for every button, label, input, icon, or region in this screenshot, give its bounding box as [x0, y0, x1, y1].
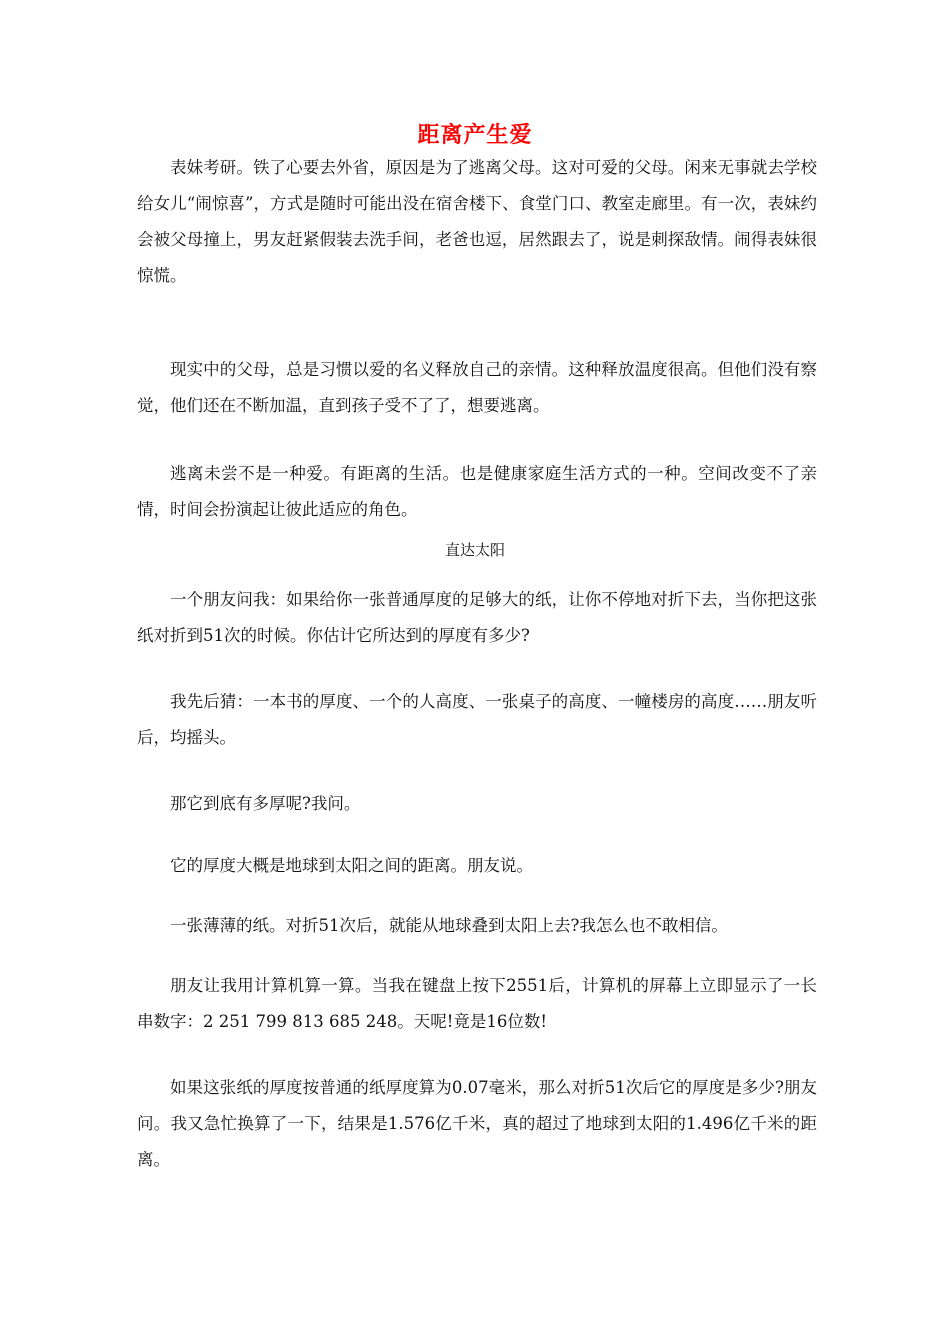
paragraph-2: 现实中的父母，总是习惯以爱的名义释放自己的亲情。这种释放温度很高。但他们没有察觉，他们还在不断加温，直到孩子受不了了，想要逃离。 [137, 360, 817, 415]
paragraph-9: 朋友让我用计算机算一算。当我在键盘上按下2551后，计算机的屏幕上立即显示了一长串数字：2 251 799 813 685 248。天呢!竟是16位数! [137, 976, 817, 1031]
section-subtitle: 直达太阳 [444, 541, 505, 559]
paragraph-7: 它的厚度大概是地球到太阳之间的距离。朋友说。 [170, 856, 533, 875]
paragraph-1: 表妹考研。铁了心要去外省，原因是为了逃离父母。这对可爱的父母。闲来无事就去学校给女儿“闹惊喜”，方式是随时可能出没在宿舍楼下、食堂门口、教室走廊里。有一次，表妹约会被父母撞上，男友赶紧假装去洗手间，老爸也逗，居然跟去了，说是刺探敌情。闹得表妹很惊慌。 [137, 158, 817, 285]
paragraph-4: 一个朋友问我：如果给你一张普通厚度的足够大的纸，让你不停地对折下去，当你把这张纸对折到51次的时候。你估计它所达到的厚度有多少? [137, 590, 817, 645]
paragraph-10: 如果这张纸的厚度按普通的纸厚度算为0.07毫米，那么对折51次后它的厚度是多少?朋友问。我又急忙换算了一下，结果是1.576亿千米，真的超过了地球到太阳的1.496亿千米的距离。 [137, 1078, 817, 1169]
document-title: 距离产生爱 [417, 122, 533, 148]
paragraph-3: 逃离未尝不是一种爱。有距离的生活。也是健康家庭生活方式的一种。空间改变不了亲情，时间会扮演起让彼此适应的角色。 [137, 464, 817, 519]
paragraph-5: 我先后猜：一本书的厚度、一个的人高度、一张桌子的高度、一幢楼房的高度……朋友听后，均摇头。 [137, 692, 817, 747]
paragraph-8: 一张薄薄的纸。对折51次后，就能从地球叠到太阳上去?我怎么也不敢相信。 [170, 916, 728, 935]
paragraph-6: 那它到底有多厚呢?我问。 [170, 794, 361, 813]
